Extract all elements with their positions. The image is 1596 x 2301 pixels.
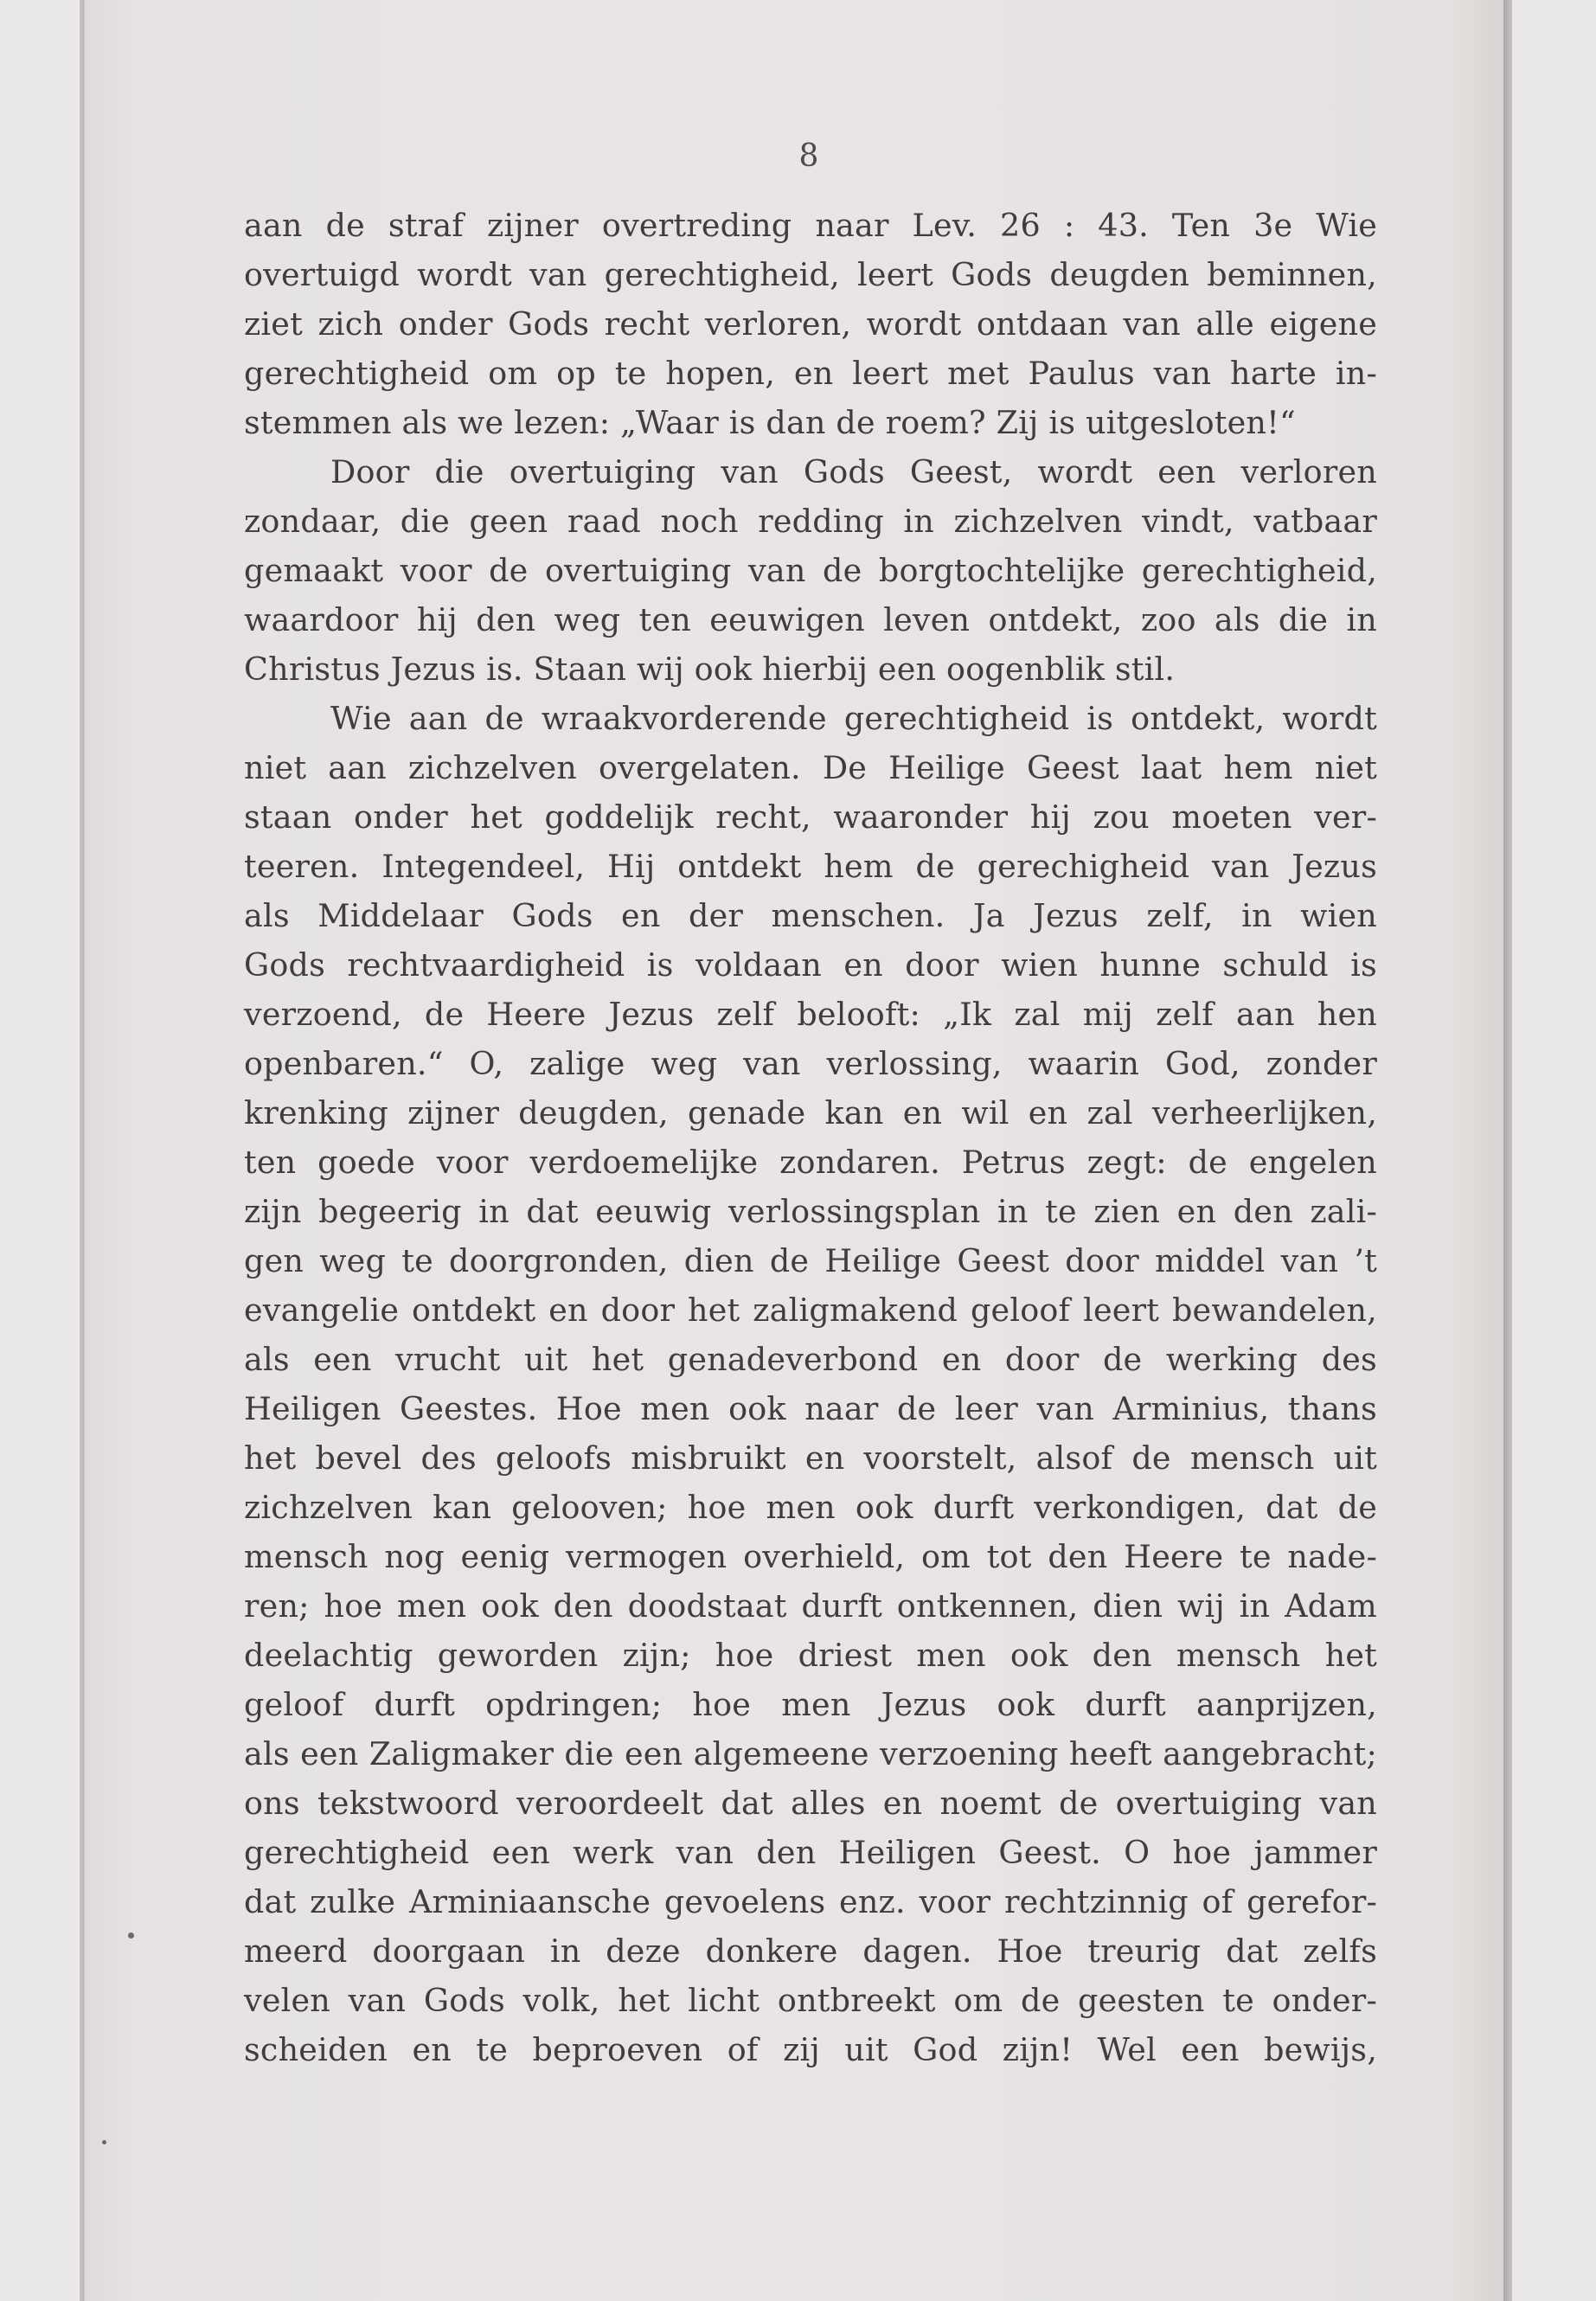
text-line: zijn begeerig in dat eeuwig verlossingsplan in te zien en den zali- <box>244 1193 1377 1230</box>
text-line: verzoend, de Heere Jezus zelf belooft: „Ik zal mij zelf aan hen <box>244 996 1377 1033</box>
text-line: waardoor hij den weg ten eeuwigen leven ontdekt, zoo als die in <box>244 601 1377 638</box>
text-line: Christus Jezus is. Staan wij ook hierbij een oogenblik stil. <box>244 651 1176 688</box>
text-line: dat zulke Arminiaansche gevoelens enz. voor rechtzinnig of gerefor- <box>244 1883 1377 1920</box>
text-line: als een Zaligmaker die een algemeene verzoening heeft aangebracht; <box>244 1735 1377 1772</box>
text-line: Gods rechtvaardigheid is voldaan en door wien hunne schuld is <box>244 946 1377 984</box>
text-line: zondaar, die geen raad noch redding in zichzelven vindt, vatbaar <box>244 503 1377 540</box>
text-line: krenking zijner deugden, genade kan en wil en zal verheerlijken, <box>244 1094 1377 1131</box>
text-line: deelachtig geworden zijn; hoe driest men ook den mensch het <box>244 1637 1377 1674</box>
text-line: stemmen als we lezen: „Waar is dan de roem? Zij is uitgesloten!“ <box>244 404 1296 441</box>
text-line: als Middelaar Gods en der menschen. Ja Jezus zelf, in wien <box>244 897 1377 934</box>
text-line: het bevel des geloofs misbruikt en voorstelt, alsof de mensch uit <box>244 1439 1377 1477</box>
body-text <box>244 201 1377 2074</box>
text-line: scheiden en te beproeven of zij uit God zijn! Wel een bewijs, <box>244 2031 1377 2068</box>
text-line: gemaakt voor de overtuiging van de borgtochtelijke gerechtigheid, <box>244 552 1377 589</box>
text-line: ons tekstwoord veroordeelt dat alles en noemt de overtuiging van <box>244 1785 1377 1822</box>
page-number: 8 <box>798 138 819 174</box>
text-line: meerd doorgaan in deze donkere dagen. Hoe treurig dat zelfs <box>244 1932 1377 1970</box>
paragraph-start-line: Wie aan de wraakvorderende gerechtigheid is ontdekt, wordt <box>330 700 1377 737</box>
margin-speck <box>102 2140 106 2144</box>
text-line: zichzelven kan gelooven; hoe men ook durft verkondigen, dat de <box>244 1489 1377 1526</box>
text-line: gen weg te doorgronden, dien de Heilige Geest door middel van ’t <box>244 1242 1377 1279</box>
text-line: mensch nog eenig vermogen overhield, om tot den Heere te nade- <box>244 1538 1377 1575</box>
paragraph-start-line: Door die overtuiging van Gods Geest, wordt een verloren <box>330 453 1377 490</box>
text-line: geloof durft opdringen; hoe men Jezus ook durft aanprijzen, <box>244 1686 1377 1723</box>
text-line: ren; hoe men ook den doodstaat durft ontkennen, dien wij in Adam <box>244 1587 1377 1625</box>
text-line: aan de straf zijner overtreding naar Lev. 26 : 43. Ten 3e Wie <box>244 207 1377 244</box>
text-line: staan onder het goddelijk recht, waaronder hij zou moeten ver- <box>244 798 1377 836</box>
page-edge-right <box>1503 0 1512 2301</box>
margin-speck <box>128 1932 134 1939</box>
text-line: niet aan zichzelven overgelaten. De Heilige Geest laat hem niet <box>244 749 1377 786</box>
text-line: ziet zich onder Gods recht verloren, wordt ontdaan van alle eigene <box>244 305 1377 343</box>
text-line: als een vrucht uit het genadeverbond en door de werking des <box>244 1341 1377 1378</box>
text-line: evangelie ontdekt en door het zaligmakend geloof leert bewandelen, <box>244 1292 1377 1329</box>
text-line: ten goede voor verdoemelijke zondaren. Petrus zegt: de engelen <box>244 1144 1377 1181</box>
text-line: velen van Gods volk, het licht ontbreekt om de geesten te onder- <box>244 1982 1377 2019</box>
text-line: overtuigd wordt van gerechtigheid, leert Gods deugden beminnen, <box>244 256 1377 293</box>
text-line: gerechtigheid een werk van den Heiligen Geest. O hoe jammer <box>244 1834 1377 1871</box>
text-line: openbaren.“ O, zalige weg van verlossing, waarin God, zonder <box>244 1045 1377 1082</box>
text-line: teeren. Integendeel, Hij ontdekt hem de gerechigheid van Jezus <box>244 848 1377 885</box>
text-line: Heiligen Geestes. Hoe men ook naar de leer van Arminius, thans <box>244 1390 1377 1427</box>
text-line: gerechtigheid om op te hopen, en leert met Paulus van harte in- <box>244 355 1377 392</box>
